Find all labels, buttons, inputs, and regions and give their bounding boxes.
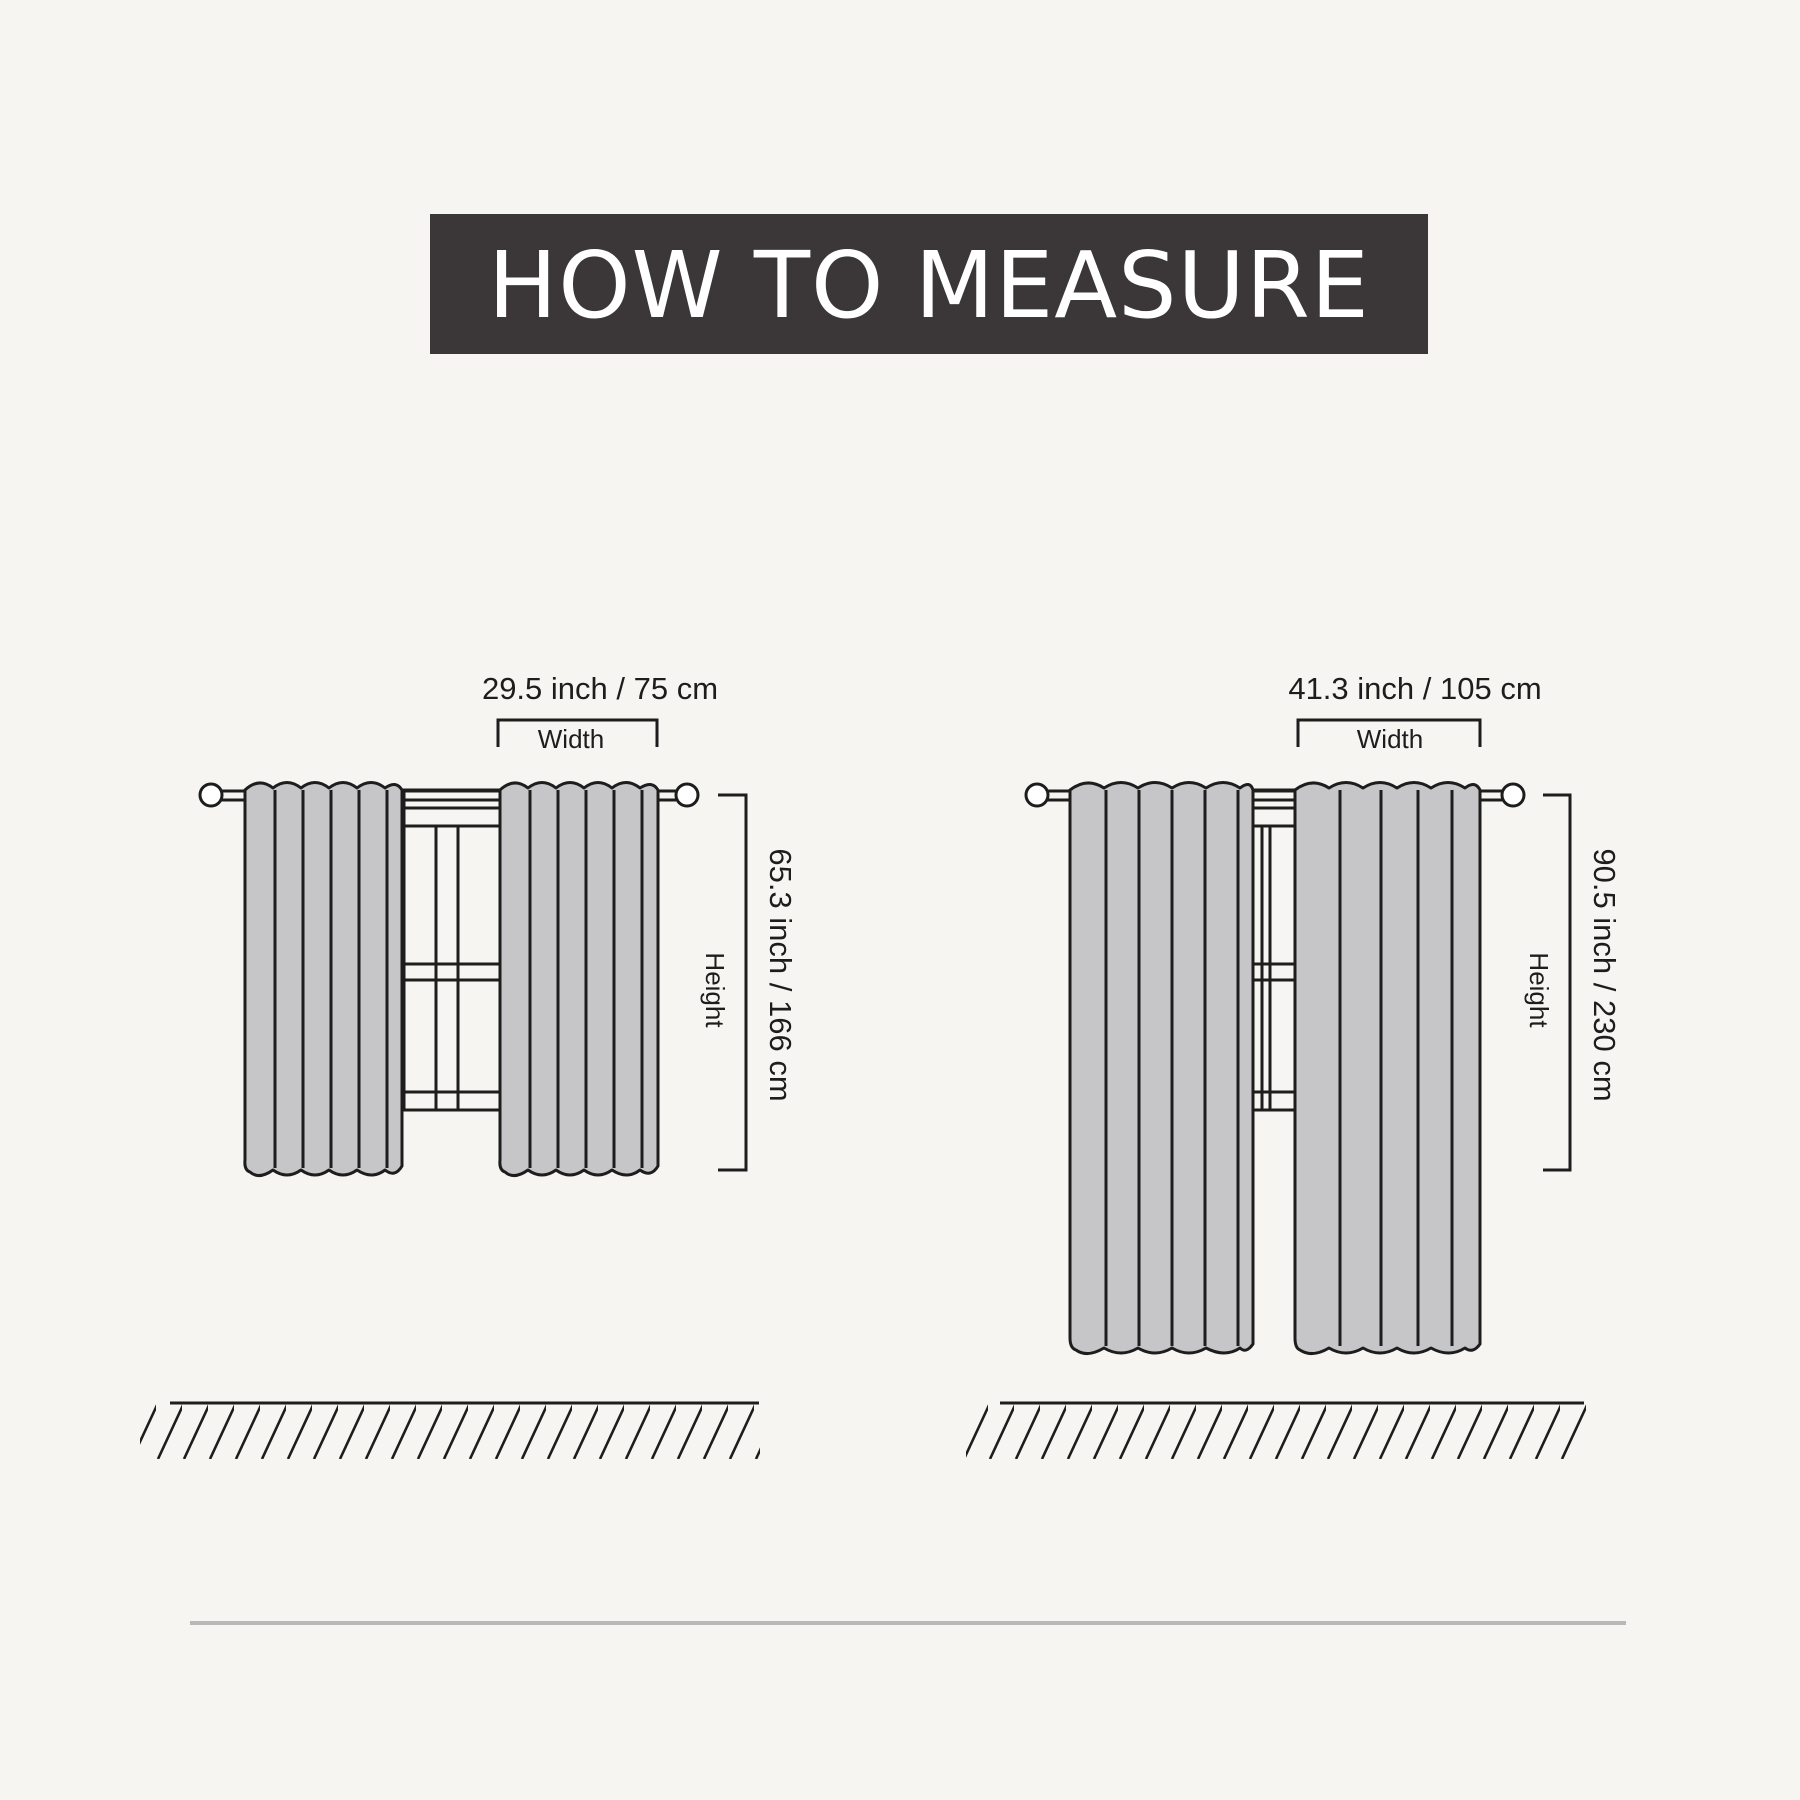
floor-icon [140, 1403, 760, 1459]
height-label: Height [1524, 952, 1554, 1028]
window-icon [404, 790, 500, 1110]
floor-icon [966, 1403, 1586, 1459]
width-measurement: 29.5 inch / 75 cm [481, 671, 719, 706]
window-icon [1253, 790, 1295, 1110]
long-curtain-illustration [966, 671, 1622, 1459]
curtain-panel-icon [1295, 783, 1480, 1354]
width-label: Width [1356, 724, 1424, 754]
curtain-panel-icon [500, 783, 658, 1176]
height-measurement: 65.3 inch / 166 cm [763, 848, 798, 1102]
height-measurement: 90.5 inch / 230 cm [1587, 848, 1622, 1102]
curtain-panel-icon [245, 783, 402, 1176]
curtain-panel-icon [1070, 783, 1253, 1354]
short-curtain-illustration [140, 671, 798, 1459]
width-label: Width [537, 724, 605, 754]
height-label: Height [700, 952, 730, 1028]
page-title: HOW TO MEASURE [488, 232, 1370, 339]
width-measurement: 41.3 inch / 105 cm [1288, 671, 1542, 706]
